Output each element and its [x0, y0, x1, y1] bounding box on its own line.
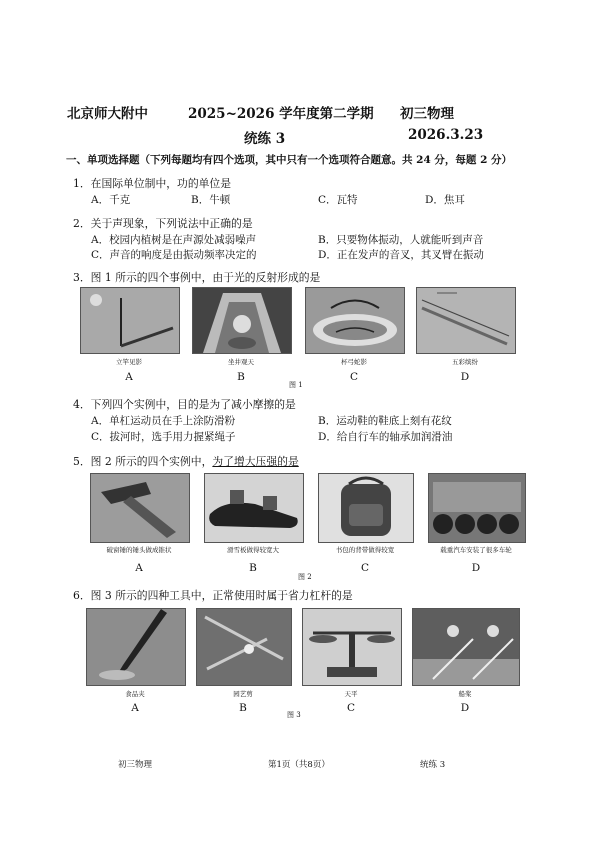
figure2-caption-a: 破窗锤的锤头做成锥状 [106, 546, 172, 554]
q3-stem: 3．图 1 所示的四个事例中，由于光的反射形成的是 [73, 271, 321, 284]
footer-exam: 统练 3 [420, 760, 446, 770]
q4-option-d: D．给自行车的轴承加润滑油 [318, 431, 453, 443]
q6-stem: 6．图 3 所示的四种工具中，正常使用时属于省力杠杆的是 [73, 589, 353, 602]
q5-stem-text: 5．图 2 所示的四个实例中， [73, 455, 213, 468]
figure3-caption-c: 天平 [344, 690, 358, 698]
q4-option-a: A．单杠运动员在手上涂防滑粉 [91, 415, 236, 427]
figure1-letter-c: C [349, 371, 359, 383]
exam-name: 统练 3 [244, 131, 286, 147]
figure3-letter-a: A [131, 702, 139, 714]
figure1-caption-b: 坐井观天 [228, 358, 254, 366]
figure3-caption-b: 园艺剪 [233, 690, 253, 698]
figure2-image-c [318, 473, 414, 543]
section-title-text: 一、单项选择题（下列每题均有四个选项，其中只有一个选项符合题意。共 24 分，每题 2 分） [66, 154, 513, 166]
figure2-letter-b: B [249, 562, 257, 574]
figure3-image-a [86, 608, 186, 686]
figure1-image-d [416, 287, 516, 354]
term-title: 2025~2026 学年度第二学期 [188, 106, 374, 122]
q2-option-d: D．正在发声的音叉，其叉臂在振动 [318, 249, 484, 261]
figure1-image-a [80, 287, 180, 354]
figure3-letter-b: B [239, 702, 247, 714]
section-title [66, 152, 512, 167]
figure3-letter-c: C [346, 702, 356, 714]
figure3-caption-d: 船桨 [458, 690, 472, 698]
figure3-caption-a: 食品夹 [125, 690, 145, 698]
figure1-caption-c: 杯弓蛇影 [341, 358, 367, 366]
q4-option-c: C．拔河时，选手用力握紧绳子 [91, 431, 236, 443]
q5-stem-underlined: 为了增大压强的是 [212, 455, 299, 468]
q4-option-b: B．运动鞋的鞋底上刻有花纹 [318, 415, 452, 427]
exam-date: 2026.3.23 [408, 127, 484, 143]
figure2-label: 图 2 [298, 573, 312, 581]
q1-option-d: D．焦耳 [425, 194, 465, 206]
figure1-letter-b: B [237, 371, 245, 383]
figure1-image-b [192, 287, 292, 354]
q2-stem: 2．关于声现象，下列说法中正确的是 [73, 217, 253, 230]
footer-subject: 初三物理 [118, 760, 153, 770]
figure2-image-d [428, 473, 526, 543]
figure1-caption-a: 立竿见影 [116, 358, 142, 366]
footer-page-number: 第1页（共8页） [268, 760, 330, 770]
figure3-image-c [302, 608, 402, 686]
figure2-image-a [90, 473, 190, 543]
figure2-letter-a: A [135, 562, 143, 574]
q1-option-c: C．瓦特 [318, 194, 358, 206]
figure1-caption-d: 五彩缤纷 [452, 358, 478, 366]
q5-stem [73, 454, 299, 469]
q1-option-b: B．牛顿 [191, 194, 231, 206]
figure3-letter-d: D [460, 702, 470, 714]
school-name: 北京师大附中 [67, 106, 148, 122]
q2-option-b: B．只要物体振动，人就能听到声音 [318, 234, 484, 246]
q2-option-c: C．声音的响度是由振动频率决定的 [91, 249, 257, 261]
subject-title: 初三物理 [400, 106, 454, 122]
q4-stem: 4．下列四个实例中，目的是为了减小摩擦的是 [73, 398, 296, 411]
figure2-caption-c: 书包的背带做得较宽 [335, 546, 395, 554]
figure2-letter-d: D [471, 562, 481, 574]
figure1-label: 图 1 [289, 381, 303, 389]
figure3-label: 图 3 [287, 711, 301, 719]
figure1-letter-a: A [125, 371, 133, 383]
figure1-letter-d: D [460, 371, 470, 383]
figure2-caption-b: 滑雪板做得较宽大 [227, 546, 279, 554]
figure3-image-d [412, 608, 520, 686]
figure2-image-b [204, 473, 304, 543]
figure2-letter-c: C [360, 562, 370, 574]
figure1-image-c [305, 287, 405, 354]
figure3-image-b [196, 608, 292, 686]
q1-option-a: A．千克 [91, 194, 131, 206]
q2-option-a: A．校园内植树是在声源处减弱噪声 [91, 234, 257, 246]
q1-stem: 1．在国际单位制中，功的单位是 [73, 177, 232, 190]
figure2-caption-d: 载重汽车安装了很多车轮 [440, 546, 512, 554]
